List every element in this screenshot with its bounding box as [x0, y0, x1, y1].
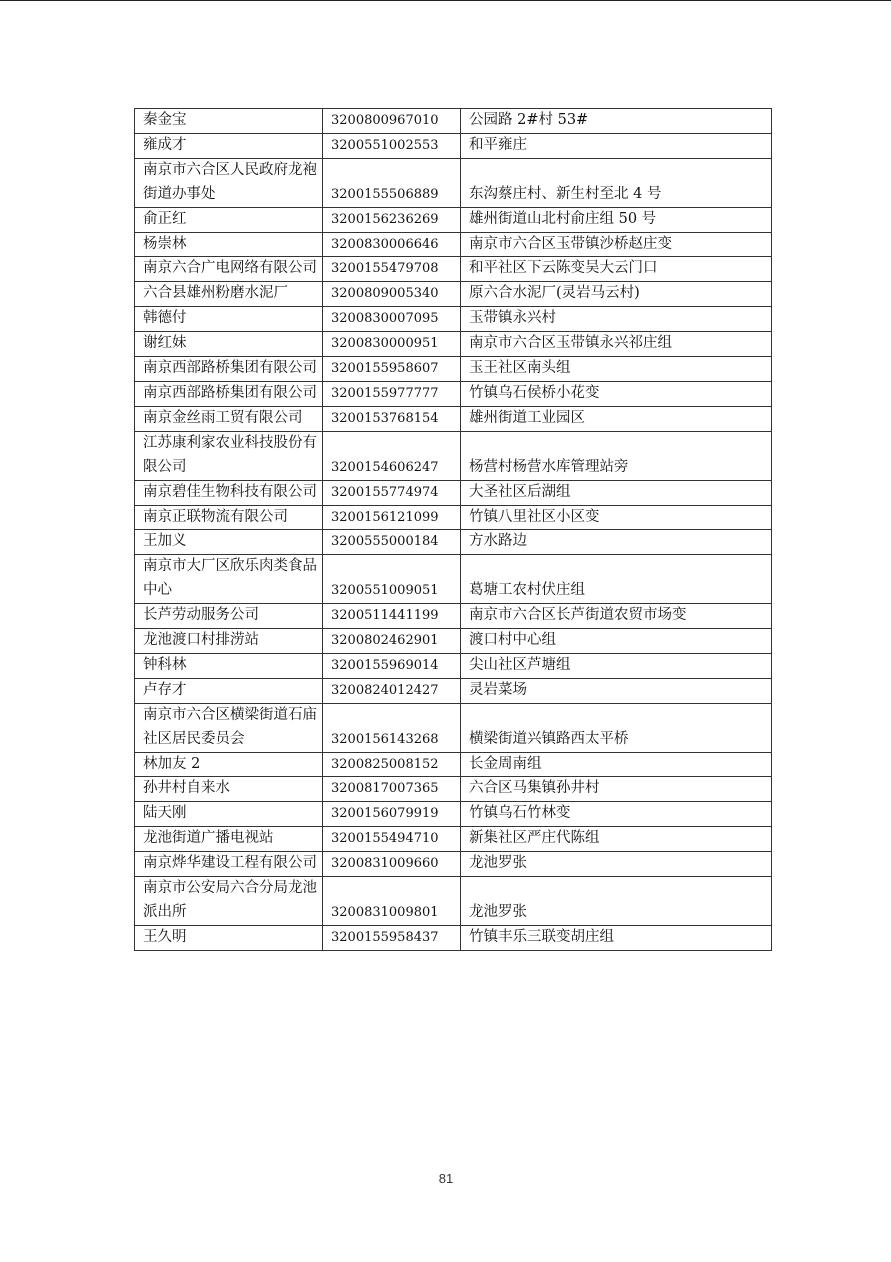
table-row [135, 480, 772, 505]
owner-name-cell: 南京市公安局六合分局龙池派出所 [135, 877, 323, 926]
account-number-cell: 3200156143268 [323, 703, 461, 752]
table-row [135, 629, 772, 654]
address-cell: 雄州街道工业园区 [461, 406, 772, 431]
address-cell: 南京市六合区长芦街道农贸市场变 [461, 604, 772, 629]
owner-name-cell: 南京烨华建设工程有限公司 [135, 852, 323, 877]
account-number-cell: 3200802462901 [323, 629, 461, 654]
owner-name-cell: 卢存才 [135, 678, 323, 703]
owner-name-cell: 陆天刚 [135, 802, 323, 827]
table-row [135, 678, 772, 703]
account-number-cell: 3200830006646 [323, 232, 461, 257]
owner-name-cell: 秦金宝 [135, 109, 323, 134]
table-row [135, 381, 772, 406]
customer-records-table [134, 108, 772, 951]
owner-name-cell: 长芦劳动服务公司 [135, 604, 323, 629]
table-row [135, 158, 772, 207]
account-number-cell: 3200831009660 [323, 852, 461, 877]
table-row [135, 925, 772, 950]
page-top-border [0, 0, 892, 1]
account-number-cell: 3200551002553 [323, 133, 461, 158]
owner-name-cell: 龙池渡口村排涝站 [135, 629, 323, 654]
address-cell: 玉王社区南头组 [461, 357, 772, 382]
address-cell: 南京市六合区玉带镇永兴祁庄组 [461, 332, 772, 357]
owner-name-cell: 南京市六合区横梁街道石庙社区居民委员会 [135, 703, 323, 752]
owner-name-cell: 六合县雄州粉磨水泥厂 [135, 282, 323, 307]
table-row [135, 827, 772, 852]
address-cell: 新集社区严庄代陈组 [461, 827, 772, 852]
table-row [135, 332, 772, 357]
owner-name-cell: 王加义 [135, 530, 323, 555]
account-number-cell: 3200155969014 [323, 653, 461, 678]
address-cell: 龙池罗张 [461, 852, 772, 877]
account-number-cell: 3200155958607 [323, 357, 461, 382]
address-cell: 公园路 2#村 53# [461, 109, 772, 134]
account-number-cell: 3200156121099 [323, 505, 461, 530]
address-cell: 竹镇八里社区小区变 [461, 505, 772, 530]
address-cell: 雄州街道山北村俞庄组 50 号 [461, 207, 772, 232]
address-cell: 长金周南组 [461, 752, 772, 777]
table-row [135, 877, 772, 926]
owner-name-cell: 雍成才 [135, 133, 323, 158]
account-number-cell: 3200830007095 [323, 307, 461, 332]
address-cell: 原六合水泥厂(灵岩马云村) [461, 282, 772, 307]
records-table-body [135, 109, 772, 951]
table-row [135, 232, 772, 257]
owner-name-cell: 南京市六合区人民政府龙袍街道办事处 [135, 158, 323, 207]
owner-name-cell: 谢红妹 [135, 332, 323, 357]
owner-name-cell: 南京西部路桥集团有限公司 [135, 381, 323, 406]
owner-name-cell: 林加友 2 [135, 752, 323, 777]
owner-name-cell: 孙井村自来水 [135, 777, 323, 802]
address-cell: 竹镇乌石侯桥小花变 [461, 381, 772, 406]
owner-name-cell: 韩德付 [135, 307, 323, 332]
account-number-cell: 3200155506889 [323, 158, 461, 207]
table-row [135, 752, 772, 777]
table-row [135, 802, 772, 827]
address-cell: 竹镇丰乐三联变胡庄组 [461, 925, 772, 950]
owner-name-cell: 南京正联物流有限公司 [135, 505, 323, 530]
table-row [135, 530, 772, 555]
table-row [135, 555, 772, 604]
table-row [135, 431, 772, 480]
owner-name-cell: 龙池街道广播电视站 [135, 827, 323, 852]
owner-name-cell: 俞正红 [135, 207, 323, 232]
table-row [135, 133, 772, 158]
account-number-cell: 3200809005340 [323, 282, 461, 307]
table-row [135, 604, 772, 629]
account-number-cell: 3200155479708 [323, 257, 461, 282]
address-cell: 尖山社区芦塘组 [461, 653, 772, 678]
address-cell: 葛塘工农村伏庄组 [461, 555, 772, 604]
table-row [135, 406, 772, 431]
account-number-cell: 3200825008152 [323, 752, 461, 777]
table-row [135, 282, 772, 307]
owner-name-cell: 南京西部路桥集团有限公司 [135, 357, 323, 382]
owner-name-cell: 王久明 [135, 925, 323, 950]
owner-name-cell: 南京碧佳生物科技有限公司 [135, 480, 323, 505]
address-cell: 南京市六合区玉带镇沙桥赵庄变 [461, 232, 772, 257]
address-cell: 竹镇乌石竹林变 [461, 802, 772, 827]
address-cell: 和平雍庄 [461, 133, 772, 158]
address-cell: 玉带镇永兴村 [461, 307, 772, 332]
owner-name-cell: 南京六合广电网络有限公司 [135, 257, 323, 282]
account-number-cell: 3200156236269 [323, 207, 461, 232]
table-row [135, 207, 772, 232]
account-number-cell: 3200555000184 [323, 530, 461, 555]
address-cell: 和平社区下云陈变吴大云门口 [461, 257, 772, 282]
page-number: 81 [438, 1171, 454, 1186]
account-number-cell: 3200551009051 [323, 555, 461, 604]
account-number-cell: 3200511441199 [323, 604, 461, 629]
account-number-cell: 3200155774974 [323, 480, 461, 505]
table-row [135, 357, 772, 382]
account-number-cell: 3200824012427 [323, 678, 461, 703]
account-number-cell: 3200155958437 [323, 925, 461, 950]
address-cell: 六合区马集镇孙井村 [461, 777, 772, 802]
account-number-cell: 3200817007365 [323, 777, 461, 802]
table-row [135, 703, 772, 752]
owner-name-cell: 杨崇林 [135, 232, 323, 257]
address-cell: 横梁街道兴镇路西太平桥 [461, 703, 772, 752]
address-cell: 杨营村杨营水库管理站旁 [461, 431, 772, 480]
account-number-cell: 3200155977777 [323, 381, 461, 406]
owner-name-cell: 钟科林 [135, 653, 323, 678]
table-row [135, 653, 772, 678]
account-number-cell: 3200831009801 [323, 877, 461, 926]
table-row [135, 257, 772, 282]
table-row [135, 109, 772, 134]
address-cell: 龙池罗张 [461, 877, 772, 926]
account-number-cell: 3200800967010 [323, 109, 461, 134]
owner-name-cell: 南京金丝雨工贸有限公司 [135, 406, 323, 431]
table-row [135, 505, 772, 530]
account-number-cell: 3200155494710 [323, 827, 461, 852]
table-row [135, 852, 772, 877]
address-cell: 大圣社区后湖组 [461, 480, 772, 505]
account-number-cell: 3200153768154 [323, 406, 461, 431]
table-row [135, 777, 772, 802]
account-number-cell: 3200154606247 [323, 431, 461, 480]
owner-name-cell: 江苏康利家农业科技股份有限公司 [135, 431, 323, 480]
address-cell: 方水路边 [461, 530, 772, 555]
table-row [135, 307, 772, 332]
address-cell: 东沟蔡庄村、新生村至北 4 号 [461, 158, 772, 207]
address-cell: 灵岩菜场 [461, 678, 772, 703]
account-number-cell: 3200830000951 [323, 332, 461, 357]
account-number-cell: 3200156079919 [323, 802, 461, 827]
address-cell: 渡口村中心组 [461, 629, 772, 654]
owner-name-cell: 南京市大厂区欣乐肉类食品中心 [135, 555, 323, 604]
